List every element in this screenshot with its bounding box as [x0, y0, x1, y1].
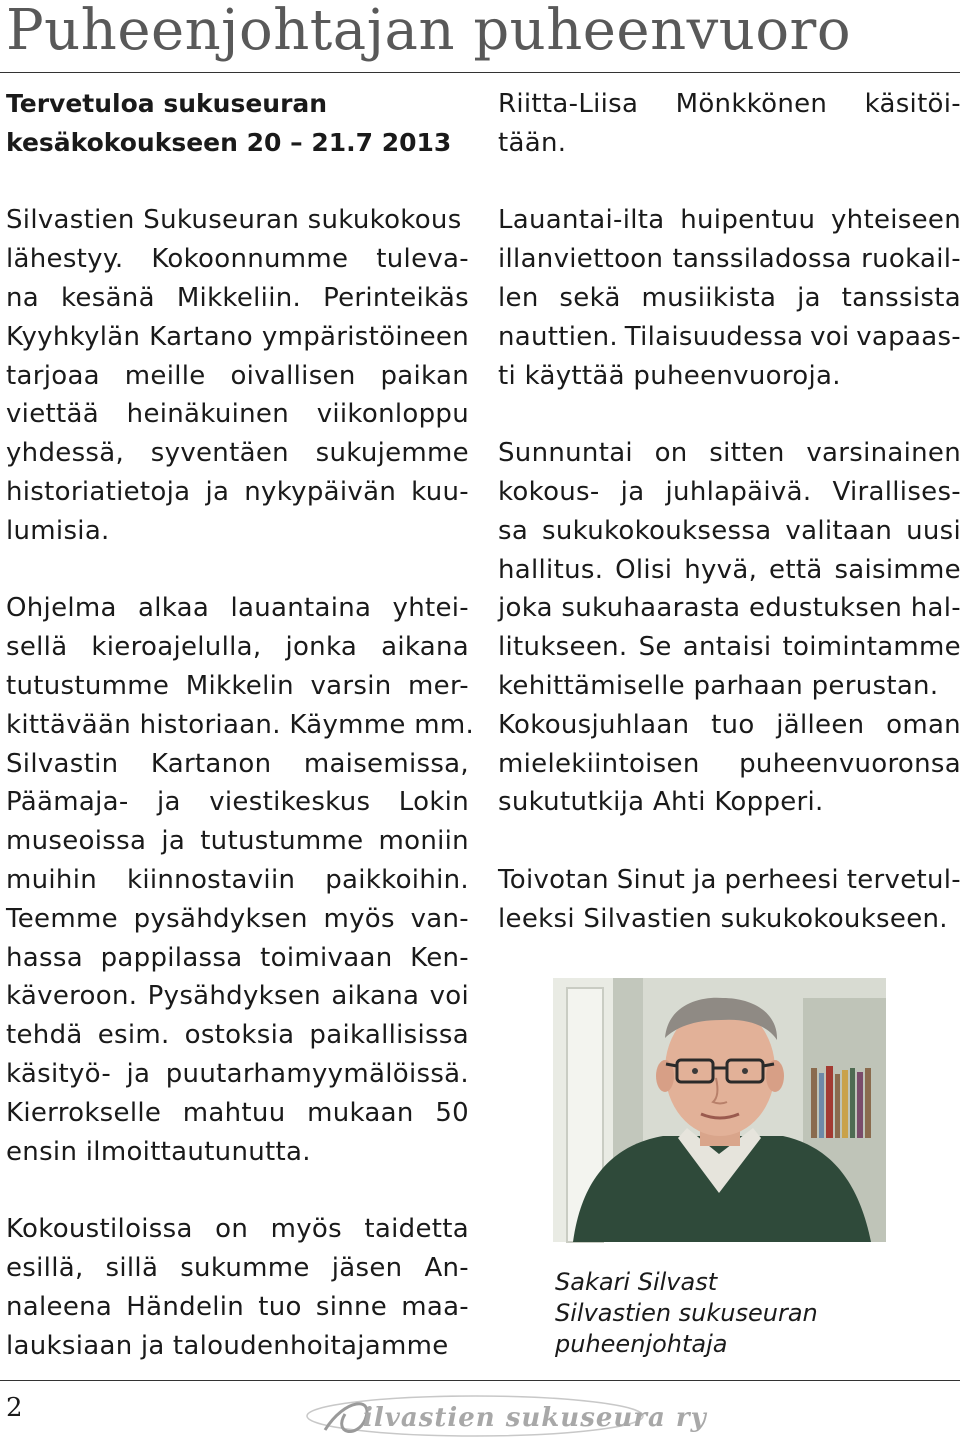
text-word: kieroajelulla, [91, 632, 262, 663]
text-word: litukseen. [498, 632, 628, 663]
text-line [6, 240, 469, 279]
text-word: varsin [310, 670, 392, 701]
text-line [6, 706, 475, 745]
footer-divider [0, 1380, 960, 1381]
text-line [6, 318, 469, 357]
text-word: sukuhaarasta [561, 593, 741, 624]
text-word: paikallisissa [309, 1020, 469, 1051]
text-word: ja [692, 864, 717, 895]
caption-organization: Silvastien sukuseuran [555, 1299, 818, 1327]
text-line [6, 783, 469, 822]
text-word: oivallisen [230, 360, 356, 391]
text-word: nauttien. [498, 321, 618, 352]
text-line [6, 628, 469, 667]
text-word: Mikkelin [185, 670, 294, 701]
text-line [6, 279, 469, 318]
paragraph-gap [6, 163, 469, 202]
text-word: maa- [401, 1291, 469, 1322]
text-word: Tilaisuudessa [624, 321, 804, 352]
text-word: lähestyy. [6, 244, 124, 275]
text-word: kuu- [411, 476, 469, 507]
text-word: Kokoustiloissa [6, 1214, 193, 1245]
text-word: nykypäivän [244, 476, 397, 507]
text-line [498, 279, 961, 318]
text-word: puheenvuoronsa [739, 748, 961, 779]
left-column [6, 85, 475, 1365]
text-word: Perinteikäs [323, 282, 469, 313]
text-word: yhtei- [392, 593, 469, 624]
text-word: Kyyhkylän [6, 321, 141, 352]
text-word: tutustumme [6, 670, 170, 701]
article-heading-line: Tervetuloa sukuseuran [6, 89, 328, 118]
text-line [6, 357, 469, 396]
text-word: pysähdyksen [133, 903, 308, 934]
text-word: ja [620, 476, 645, 507]
text-word: toimintamme [782, 632, 961, 663]
page-number: 2 [6, 1393, 23, 1423]
text-word: ja [157, 787, 181, 818]
text-word: kehittämiselle parhaan perustan. [498, 670, 939, 701]
text-line [6, 745, 469, 784]
text-word: Kokoonnumme [151, 244, 349, 275]
caption-role: puheenjohtaja [555, 1330, 728, 1358]
text-word: valitaan [785, 515, 893, 546]
text-word: hal- [910, 593, 961, 624]
text-word: mahtuu [182, 1097, 286, 1128]
text-word: Silvastien Sukuseuran sukukokous [6, 205, 462, 236]
text-word: oman [886, 709, 961, 740]
text-word: aikana [331, 981, 420, 1012]
text-word: van- [410, 903, 469, 934]
text-word: paikkoihin. [325, 864, 469, 895]
text-word: yhdessä, [6, 438, 125, 469]
text-line [498, 512, 961, 551]
text-word: käsityö- [6, 1058, 112, 1089]
text-word: toimivaan [260, 942, 393, 973]
text-word: Sinut [616, 864, 686, 895]
text-line [498, 551, 961, 590]
text-word: ruokail- [861, 244, 961, 275]
paragraph-gap [6, 551, 469, 590]
text-word: Riitta-Liisa [498, 89, 639, 119]
text-word: na [6, 282, 40, 313]
text-line [498, 318, 961, 357]
text-word: Pysähdyksen [147, 981, 321, 1012]
text-word: lumisia. [6, 515, 110, 546]
text-word: taidetta [364, 1214, 469, 1245]
text-line [498, 85, 961, 124]
text-line [498, 434, 961, 473]
text-word: Silvastin [6, 748, 119, 779]
text-word: voi [810, 321, 850, 352]
portrait-illustration [553, 978, 886, 1242]
text-word: vapaas- [856, 321, 961, 352]
text-word: juhlapäivä. [665, 476, 812, 507]
text-line [6, 434, 469, 473]
text-word: kiinnostaviin [127, 864, 296, 895]
text-line [6, 473, 469, 512]
text-word: ja [126, 1058, 151, 1089]
text-word: pappilassa [100, 942, 243, 973]
text-word: edustuksen [748, 593, 903, 624]
text-word: sekä [559, 282, 621, 313]
text-word: ostoksia [184, 1020, 295, 1051]
text-line [498, 667, 961, 706]
text-line [498, 861, 961, 900]
text-word: saisimme [834, 554, 961, 585]
text-word: sillä [105, 1252, 159, 1283]
text-line [498, 201, 961, 240]
text-word: Kokousjuhlaan [498, 709, 690, 740]
text-word: 50 [435, 1097, 469, 1128]
text-word: sinne [315, 1291, 388, 1322]
text-word: varsinainen [806, 438, 961, 469]
text-word: len [498, 282, 539, 313]
text-line [6, 822, 469, 861]
text-word: Toivotan [498, 864, 609, 895]
text-word: ja [205, 476, 230, 507]
text-word: sukujemme [315, 438, 469, 469]
paragraph-gap [498, 822, 961, 861]
text-word: Lokin [398, 787, 469, 818]
text-line [498, 240, 961, 279]
text-line [6, 667, 469, 706]
text-word: joka [498, 593, 553, 624]
text-word: taloudenhoitajamme [172, 1330, 449, 1361]
text-word: yhteiseen [831, 205, 961, 236]
paragraph-gap [498, 395, 961, 434]
text-word: kittävään historiaan. Käymme mm. [6, 709, 475, 740]
text-word: naleena [6, 1291, 113, 1322]
text-word: puutarhamyymälöissä. [165, 1058, 469, 1089]
text-word: Sunnuntai [498, 438, 633, 469]
text-word: tehdä [6, 1020, 83, 1051]
text-word: An- [424, 1252, 469, 1283]
text-word: tuleva- [376, 244, 469, 275]
text-word: Lauantai-ilta [498, 205, 665, 236]
text-line [498, 628, 961, 667]
text-word: hallitus. [498, 554, 604, 585]
text-line [6, 977, 469, 1016]
text-word: käveroon. [6, 981, 138, 1012]
text-word: myös [323, 903, 395, 934]
text-line [498, 745, 961, 784]
text-line [6, 1094, 469, 1133]
text-line [6, 512, 469, 551]
text-line [498, 124, 961, 163]
text-word: ja [797, 282, 821, 313]
title-divider [0, 72, 960, 73]
text-line [6, 201, 469, 240]
text-word: Ken- [410, 942, 469, 973]
text-word: sa [498, 515, 529, 546]
text-word: tanssiladossa [672, 244, 852, 275]
text-word: huipentuu [680, 205, 816, 236]
text-word: jäsen [331, 1252, 403, 1283]
text-word: että [769, 554, 823, 585]
text-line [498, 900, 961, 939]
text-word: sukukokouksessa [542, 515, 772, 546]
text-word: antaisi [682, 632, 772, 663]
text-word: Se [638, 632, 672, 663]
text-word: heinäkuinen [126, 399, 289, 430]
text-word: sukututkija Ahti Kopperi. [498, 787, 824, 818]
paragraph-gap [498, 163, 961, 202]
text-word: viestikeskus [209, 787, 371, 818]
text-word: muihin [6, 864, 98, 895]
chairman-portrait-photo [553, 978, 886, 1242]
text-word: mielekiintoisen [498, 748, 700, 779]
text-word: kokous- [498, 476, 600, 507]
photo-caption [555, 1267, 818, 1360]
text-word: tanssista [841, 282, 961, 313]
svg-text:ilvastien sukuseura ry: ilvastien sukuseura ry [363, 1403, 707, 1433]
text-word: sellä [6, 632, 68, 663]
text-word: lauksiaan [6, 1330, 133, 1361]
text-line [6, 1288, 469, 1327]
text-word: Mikkeliin. [176, 282, 302, 313]
right-body-text [498, 85, 961, 939]
text-word: ympäristöineen [261, 321, 469, 352]
text-line [6, 1055, 469, 1094]
text-word: hassa [6, 942, 83, 973]
text-word: perheesi [724, 864, 839, 895]
text-word: kesänä [61, 282, 155, 313]
text-word: tuo [711, 709, 755, 740]
text-word: esillä, [6, 1252, 84, 1283]
text-word: on [215, 1214, 249, 1245]
text-word: tuo [258, 1291, 302, 1322]
text-word: Teemme [6, 903, 118, 934]
text-word: hyvä, [684, 554, 758, 585]
text-word: käsitöi- [864, 89, 961, 119]
text-word: paikan [380, 360, 469, 391]
text-line [6, 861, 469, 900]
text-word: on [654, 438, 688, 469]
text-word: tutustumme [200, 826, 364, 857]
text-word: Händelin [126, 1291, 245, 1322]
text-line [498, 473, 961, 512]
text-line [498, 589, 961, 628]
text-word: maisemissa, [303, 748, 469, 779]
text-line [498, 783, 961, 822]
text-word: esim. [97, 1020, 170, 1051]
left-body-text [6, 163, 475, 1366]
text-line [6, 900, 469, 939]
text-word: meille [124, 360, 206, 391]
text-line [6, 589, 469, 628]
text-line [498, 706, 961, 745]
text-word: sukumme [180, 1252, 310, 1283]
text-word: illanviettoon [498, 244, 664, 275]
text-line [6, 1016, 469, 1055]
society-logo [305, 1390, 707, 1440]
caption-name: Sakari Silvast [555, 1268, 718, 1296]
text-word: Kartano [149, 321, 253, 352]
text-word: voi [429, 981, 469, 1012]
text-line [6, 1327, 469, 1366]
text-line [6, 395, 469, 434]
text-word: uusi [906, 515, 961, 546]
text-word: museoissa [6, 826, 147, 857]
text-word: sitten [709, 438, 785, 469]
text-word: mukaan [307, 1097, 414, 1128]
text-word: leeksi Silvastien sukukokoukseen. [498, 903, 948, 934]
text-word: mer- [408, 670, 469, 701]
text-word: tään. [498, 127, 567, 158]
text-word: viikonloppu [316, 399, 469, 430]
text-word: moniin [378, 826, 469, 857]
text-word: aikana [381, 632, 469, 663]
right-column [498, 85, 961, 939]
text-word: historiatietoja [6, 476, 191, 507]
text-word: ensin ilmoittautunutta. [6, 1136, 311, 1167]
text-word: alkaa [138, 593, 210, 624]
text-word: syventäen [150, 438, 289, 469]
text-line [498, 357, 961, 396]
text-word: ti käyttää puheenvuoroja. [498, 360, 841, 391]
text-word: Kierrokselle [6, 1097, 162, 1128]
text-word: musiikista [641, 282, 777, 313]
society-logo-image [305, 1390, 707, 1440]
text-word: Olisi [615, 554, 673, 585]
text-line [6, 1249, 469, 1288]
text-word: Kartanon [150, 748, 272, 779]
text-word: Mönkkönen [675, 89, 828, 119]
article-heading-line: kesäkokoukseen 20 – 21.7 2013 [6, 127, 452, 157]
text-line [6, 939, 469, 978]
text-word: ja [140, 1330, 165, 1361]
text-word: Ohjelma [6, 593, 117, 624]
text-word: tarjoaa [6, 360, 100, 391]
page-title: Puheenjohtajan puheenvuoro [6, 0, 852, 63]
text-line [6, 1210, 469, 1249]
text-word: Virallises- [832, 476, 961, 507]
text-word: ja [161, 826, 186, 857]
paragraph-gap [6, 1171, 469, 1210]
text-word: jälleen [776, 709, 865, 740]
text-line [6, 1133, 469, 1172]
text-word: tervetul- [846, 864, 961, 895]
text-word: viettää [6, 399, 99, 430]
text-word: myös [270, 1214, 342, 1245]
text-word: lauantaina [230, 593, 372, 624]
text-word: Päämaja- [6, 787, 129, 818]
text-word: jonka [285, 632, 358, 663]
